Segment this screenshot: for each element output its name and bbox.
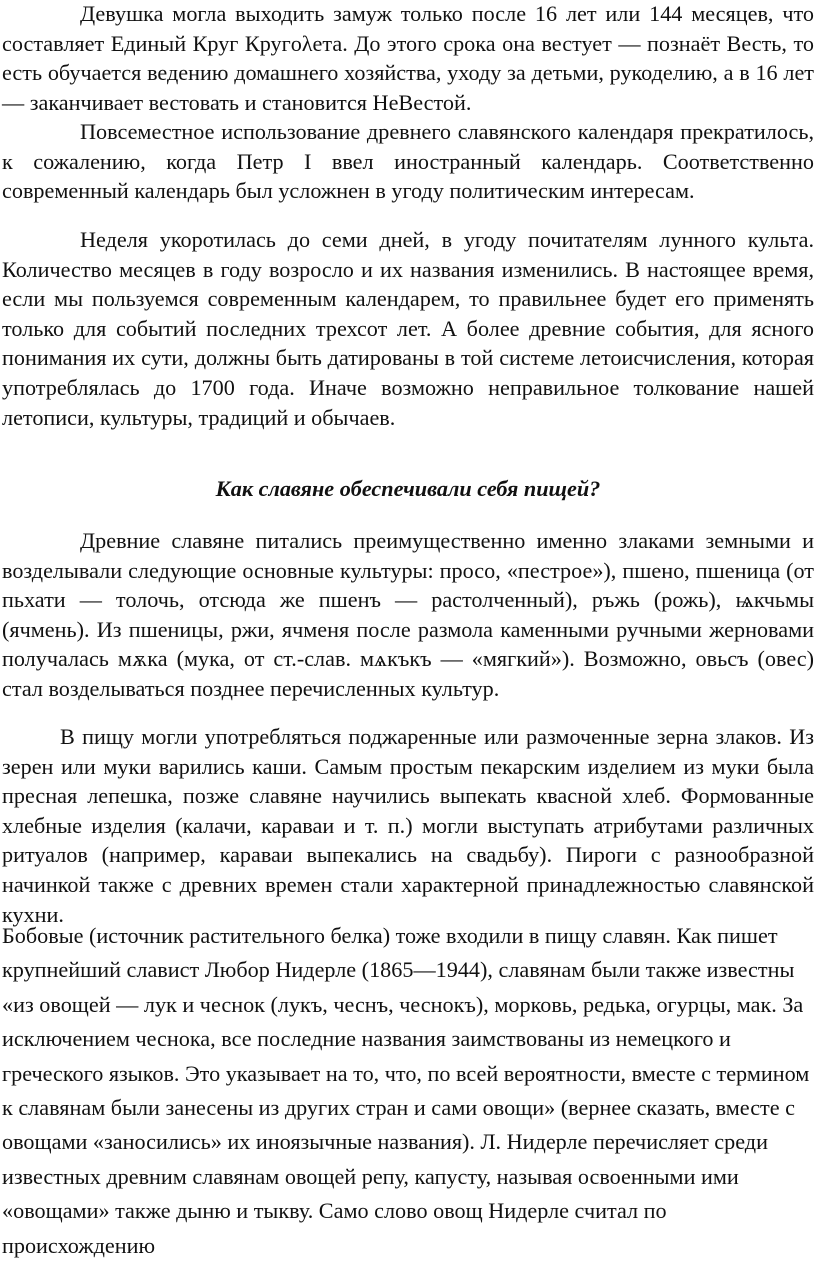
paragraph-grain-crops: Древние славяне питались преимущественно именно злаками земными и возделывали следующие основные культуры: просо, «пестрое»), пшено, пшеница (от пьхати — толочь, отсюда же пшенъ — растолченный), ръжь (рожь), ѩкчьмы (ячмень). Из пшеницы, ржи, ячменя после размола каменными ручными жерновами получалась мѫка (мука, от ст.-слав. мѧкъкъ — «мягкий»). Возможно, овьсъ (овес) стал возделываться позднее перечисленных культур.	[2, 528, 814, 701]
section-heading: Как славяне обеспечивали себя пищей?	[215, 476, 601, 501]
paragraph-bread-and-porridge: В пищу могли употребляться поджаренные или размоченные зерна злаков. Из зерен или муки варились каши. Самым простым пекарским изделием из муки была пресная лепешка, позже славяне научились выпекать квасной хлеб. Формованные хлебные изделия (калачи, караваи и т. п.) могли выступать атрибутами различных ритуалов (например, караваи выпекались на свадьбу). Пироги с разнообразной начинкой также с древних времен стали характерной принадлежностью славянской кухни.	[2, 724, 814, 927]
paragraph-calendar-change: Повсеместное использование древнего славянского календаря прекратилось, к сожалению, когда Петр I ввел иностранный календарь. Соответственно современный календарь был усложнен в угоду политическим интересам.	[2, 119, 814, 204]
paragraph-marriage-age: Девушка могла выходить замуж только после 16 лет или 144 месяцев, что составляет Единый Круг Кругολета. До этого срока она вестует — познаёт Весть, то есть обучается ведению домашнего хозяйства, уходу за детьми, рукоделию, а в 16 лет — заканчивает вестовать и становится НеВестой.	[2, 1, 814, 115]
paragraph-legumes-vegetables: Бобовые (источник растительного белка) тоже входили в пищу славян. Как пишет крупнейший славист Любор Нидерле (1865—1944), славянам были также известны «из овощей — лук и чеснок (лукъ, чеснъ, чеснокъ), морковь, редька, огурцы, мак. За исключением чеснока, все последние названия заимствованы из немецкого и греческого языков. Это указывает на то, что, по всей вероятности, вместе с термином к славянам были занесены из других стран и сами овощи» (вернее сказать, вместе с овощами «заносились» их иноязычные названия). Л. Нидерле перечисляет среди известных древним славянам овощей репу, капусту, называя освоенными ими «овощами» также дыню и тыкву. Само слово овощ Нидерле считал по происхождению	[2, 923, 810, 1258]
paragraph-week-shortened: Неделя укоротилась до семи дней, в угоду почитателям лунного культа. Количество месяцев в году возросло и их названия изменились. В настоящее время, если мы пользуемся современным календарем, то правильнее будет его применять только для событий последних трехсот лет. А более древние события, для ясного понимания их сути, должны быть датированы в той системе летоисчисления, которая употреблялась до 1700 года. Иначе возможно неправильное толкование нашей летописи, культуры, традиций и обычаев.	[2, 227, 814, 430]
